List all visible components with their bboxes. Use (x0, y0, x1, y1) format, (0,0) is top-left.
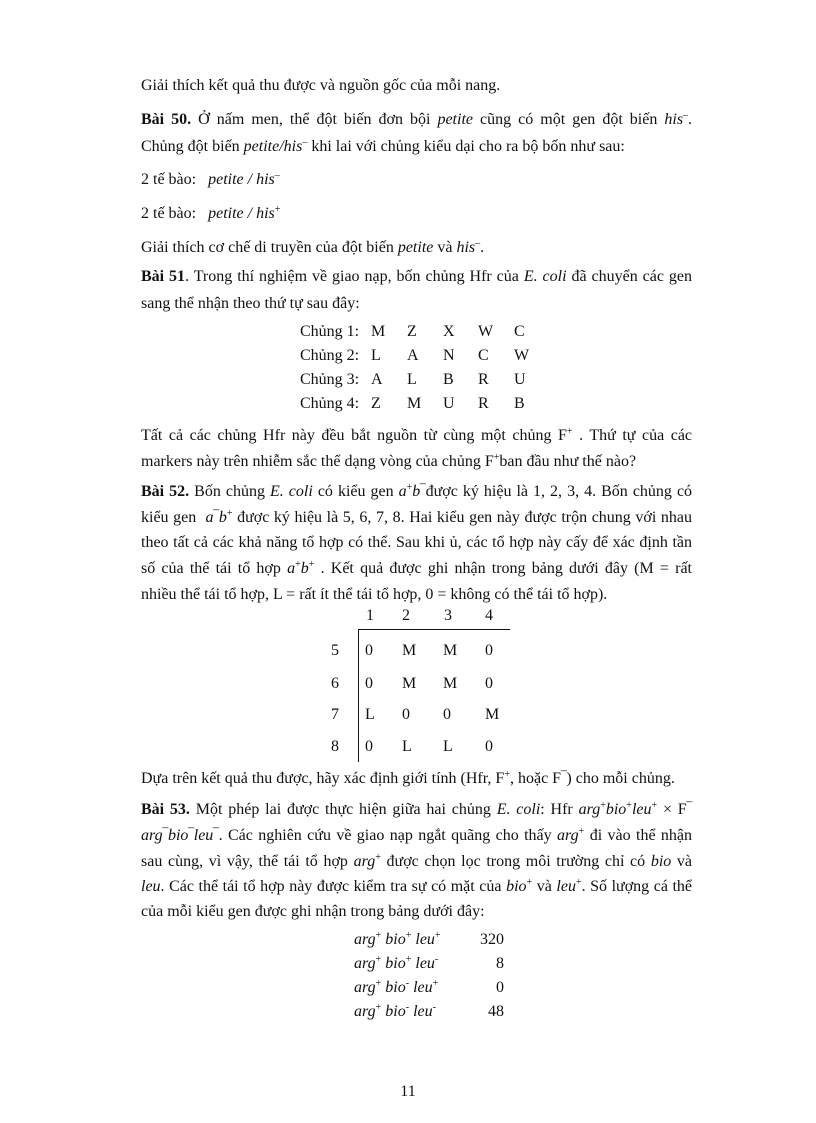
b53-line-5: của mỗi kiểu gen được ghi nhận trong bảng dưới đây: (141, 903, 485, 920)
strain-2-gene: W (514, 347, 530, 364)
b52-line-1: Bài 52. Bốn chủng E. coli có kiểu gen a+b‾được ký hiệu là 1, 2, 3, 4. Bốn chủng có (141, 482, 693, 500)
b53-line-3: sau cùng, vì vậy, thể tái tổ hợp arg+ được chọn lọc trong môi trường chỉ có bio và (141, 852, 693, 870)
strain-1-gene: M (371, 323, 386, 340)
strain-3-name: Chủng 3: (300, 371, 360, 388)
genotype-count: 0 (496, 979, 504, 996)
table-cell: M (402, 642, 417, 659)
table-cell: 0 (485, 738, 493, 755)
strain-1-gene: W (478, 323, 494, 340)
b50-result-1: 2 tế bào: petite / his– (141, 170, 280, 188)
strain-3-gene: R (478, 371, 489, 388)
b51-question-2: markers này trên nhiễm sắc thể dạng vòng của chủng F+ban đầu như thế nào? (141, 452, 637, 470)
genotype-count: 320 (480, 931, 504, 948)
table-cell: 0 (365, 738, 373, 755)
strain-2-name: Chủng 2: (300, 347, 360, 364)
genotype: arg+ bio- leu+ (354, 978, 439, 996)
b53-line-4: leu. Các thể tái tổ hợp này được kiểm tra sự có mặt của bio+ và leu+. Số lượng cá thể (141, 877, 693, 895)
row-header: 5 (331, 642, 339, 659)
b52-line-3: theo tất cả các khả năng tổ hợp có thể. Sau khi ủ, các tổ hợp này cấy để xác định tần (141, 534, 692, 551)
page-number: 11 (400, 1083, 416, 1100)
b53-line-2: arg‾bio‾leu‾. Các nghiên cứu về giao nạp ngắt quãng cho thấy arg+ đi vào thể nhận (141, 826, 693, 844)
table-cell: L (443, 738, 453, 755)
b52-question: Dựa trên kết quả thu được, hãy xác định giới tính (Hfr, F+, hoặc F‾) cho mỗi chủng. (141, 769, 675, 787)
genotype: arg+ bio- leu- (354, 1002, 436, 1020)
table-cell: 0 (443, 706, 451, 723)
strain-4-name: Chủng 4: (300, 395, 360, 412)
col-header: 1 (366, 607, 374, 624)
table-cell: M (443, 675, 458, 692)
table-cell: L (365, 706, 375, 723)
table-cell: 0 (402, 706, 410, 723)
table-cell: 0 (485, 642, 493, 659)
b50-line-1: Bài 50. Ở nấm men, thể đột biến đơn bội petite cũng có một gen đột biến his–. (141, 110, 693, 128)
strain-3-gene: A (371, 371, 383, 388)
row-header: 7 (331, 706, 339, 723)
strain-4-gene: R (478, 395, 489, 412)
strain-4-gene: M (407, 395, 422, 412)
strain-1-gene: Z (407, 323, 417, 340)
strain-1-gene: C (514, 323, 525, 340)
strain-1-name: Chủng 1: (300, 323, 360, 340)
row-header: 8 (331, 738, 339, 755)
genotype: arg+ bio+ leu- (354, 954, 439, 972)
strain-2-gene: L (371, 347, 381, 364)
table-divider-horizontal (358, 629, 510, 630)
strain-1-gene: X (443, 323, 455, 340)
b51-question-1: Tất cả các chủng Hfr này đều bắt nguồn từ cùng một chủng F+ . Thứ tự của các (141, 426, 693, 444)
strain-3-gene: U (514, 371, 526, 388)
table-cell: M (485, 706, 500, 723)
b50-result-2: 2 tế bào: petite / his+ (141, 204, 281, 222)
b51-line-1: Bài 51. Trong thí nghiệm về giao nạp, bốn chủng Hfr của E. coli đã chuyển các gen (141, 268, 693, 285)
b52-line-4: số của thể tái tổ hợp a+b+ . Kết quả được ghi nhận trong bảng dưới đây (M = rất (141, 559, 692, 577)
table-cell: 0 (365, 642, 373, 659)
b50-line-2: Chủng đột biến petite/his– khi lai với chủng kiểu dại cho ra bộ bốn như sau: (141, 137, 625, 155)
strain-3-gene: B (443, 371, 454, 388)
b52-line-2: kiểu gen a‾b+ được ký hiệu là 5, 6, 7, 8. Hai kiểu gen này được trộn chung với nhau (141, 508, 693, 526)
strain-2-gene: A (407, 347, 419, 364)
table-cell: 0 (485, 675, 493, 692)
table-cell: 0 (365, 675, 373, 692)
b51-line-2: sang thể nhận theo thứ tự sau đây: (141, 295, 360, 312)
strain-4-gene: Z (371, 395, 381, 412)
table-cell: M (402, 675, 417, 692)
genotype-count: 8 (496, 955, 504, 972)
strain-4-gene: U (443, 395, 455, 412)
intro-line: Giải thích kết quả thu được và nguồn gốc của mỗi nang. (141, 77, 501, 94)
table-cell: L (402, 738, 412, 755)
b50-explain: Giải thích cơ chế di truyền của đột biến petite và his–. (141, 238, 485, 256)
table-divider-vertical (358, 629, 359, 762)
strain-3-gene: L (407, 371, 417, 388)
table-cell: M (443, 642, 458, 659)
col-header: 4 (485, 607, 493, 624)
strain-2-gene: N (443, 347, 455, 364)
row-header: 6 (331, 675, 339, 692)
b52-line-5: nhiều thể tái tổ hợp, L = rất ít thể tái tổ hợp, 0 = không có thể tái tổ hợp). (141, 586, 608, 603)
strain-2-gene: C (478, 347, 489, 364)
b53-line-1: Bài 53. Một phép lai được thực hiện giữa hai chủng E. coli: Hfr arg+bio+leu+ × F‾ (141, 800, 692, 818)
col-header: 2 (402, 607, 410, 624)
genotype-count: 48 (488, 1003, 504, 1020)
col-header: 3 (444, 607, 452, 624)
strain-4-gene: B (514, 395, 525, 412)
genotype: arg+ bio+ leu+ (354, 930, 441, 948)
